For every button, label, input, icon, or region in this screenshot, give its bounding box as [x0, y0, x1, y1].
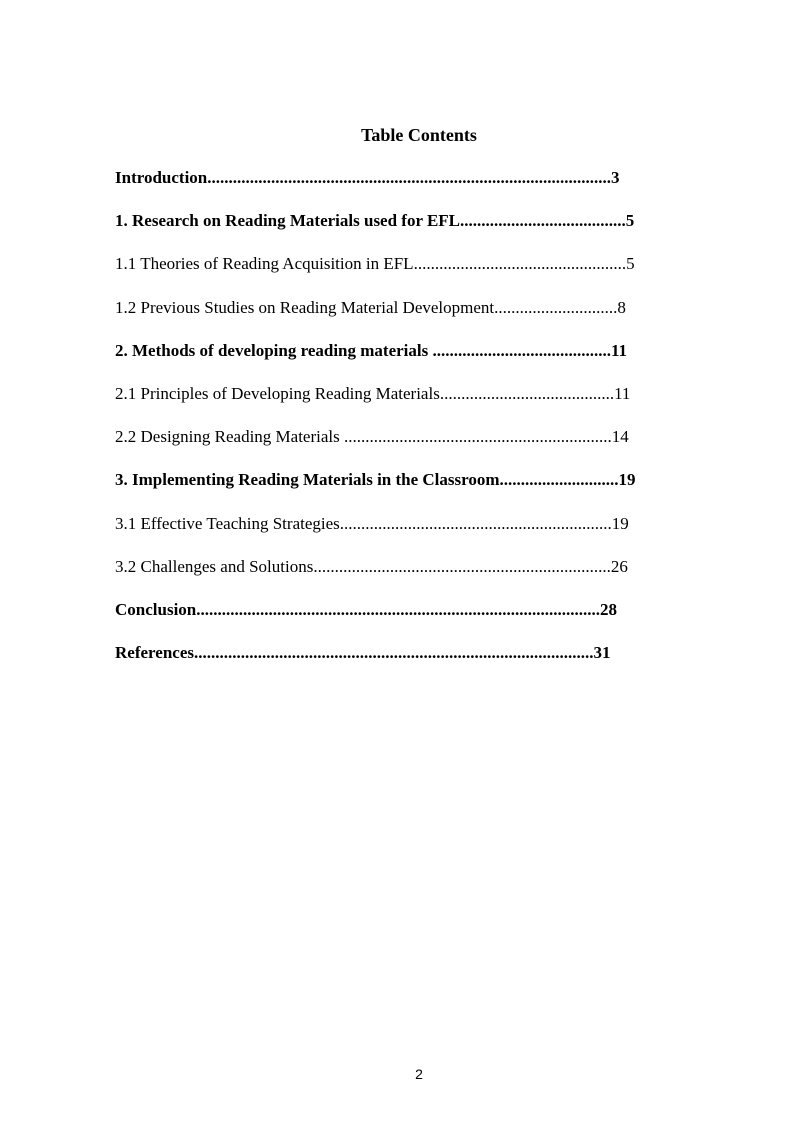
toc-entry-section-3-1: 3.1 Effective Teaching Strategies................................................................19: [115, 513, 629, 533]
toc-entry-introduction: Introduction...............................................................................................3: [115, 168, 620, 187]
toc-list: [115, 167, 636, 685]
toc-entry-section-2-1: 2.1 Principles of Developing Reading Materials.........................................11: [115, 383, 631, 403]
toc-entry-references: References..............................................................................................31: [115, 643, 611, 663]
toc-entry-section-1-2: 1.2 Previous Studies on Reading Material Development.............................8: [115, 297, 626, 317]
toc-entry-conclusion: Conclusion...............................................................................................28: [115, 599, 617, 619]
toc-entry-section-2-2: 2.2 Designing Reading Materials ...............................................................14: [115, 427, 629, 447]
toc-entry-section-1-1: 1.1 Theories of Reading Acquisition in EFL..................................................5: [115, 254, 635, 274]
toc-entry-section-3-2: 3.2 Challenges and Solutions......................................................................26: [115, 556, 628, 576]
toc-entry-chapter-2: 2. Methods of developing reading materials ..........................................11: [115, 340, 628, 360]
toc-entry-chapter-1: 1. Research on Reading Materials used for EFL.......................................5: [115, 211, 635, 231]
toc-entry-chapter-3: 3. Implementing Reading Materials in the Classroom............................19: [115, 470, 636, 490]
toc-title: Table Contents: [361, 125, 477, 145]
page-number: 2: [415, 1066, 423, 1082]
